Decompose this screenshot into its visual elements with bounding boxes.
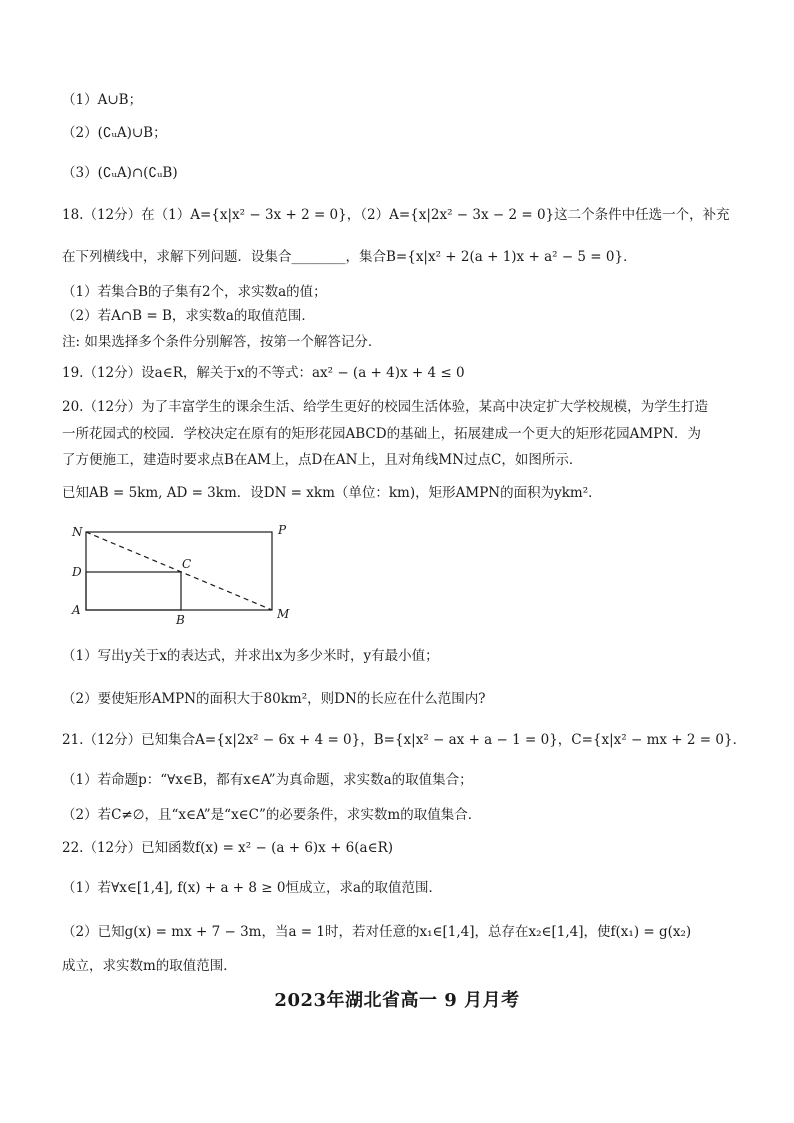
label-n: N xyxy=(72,525,83,539)
q22-part1: （1）若∀x∈[1,4], f(x) + a + 8 ≥ 0恒成立，求a的取值范围． xyxy=(62,880,443,896)
q21-part1: （1）若命题p：“∀x∈B，都有x∈A”为真命题，求实数a的取值集合； xyxy=(62,772,473,788)
label-m: M xyxy=(277,607,290,621)
q22-line1: 22.（12分）已知函数f(x) = x² − (a + 6)x + 6(a∈R) xyxy=(62,840,394,856)
q18-note: 注: 如果选择多个条件分别解答，按第一个解答记分． xyxy=(62,334,382,350)
q18-part1: （1）若集合B的子集有2个，求实数a的值； xyxy=(62,284,327,300)
label-c: C xyxy=(182,557,192,571)
q20-part1: （1）写出y关于x的表达式，并求出x为多少米时，y有最小值； xyxy=(62,648,439,664)
q22-part2-line2: 成立，求实数m的取值范围． xyxy=(62,958,237,974)
rectangle-figure xyxy=(62,520,302,630)
q20-line1: 20.（12分）为了丰富学生的课余生活、给学生更好的校园生活体验，某高中决定扩大学校规模，为学生打造 xyxy=(62,399,709,415)
q18-line1: 18.（12分）在（1）A={x|x² − 3x + 2 = 0}，（2）A={x|2x² − 3x − 2 = 0}这二个条件中任选一个，补充 xyxy=(62,207,730,223)
q20-line4: 已知AB = 5km, AD = 3km．设DN = xkm（单位：km)，矩形AMPN的面积为ykm²． xyxy=(62,485,602,501)
q21-line1: 21.（12分）已知集合A={x|2x² − 6x + 4 = 0}，B={x|x² − ax + a − 1 = 0}，C={x|x² − mx + 2 = 0}． xyxy=(62,732,747,748)
rectangle-abcd xyxy=(86,572,181,610)
q20-part2: （2）要使矩形AMPN的面积大于80km²，则DN的长应在什么范围内? xyxy=(62,691,486,707)
q17-part3: （3）(∁ᵤA)∩(∁ᵤB) xyxy=(62,165,178,181)
q20-line3: 了方便施工，建造时要求点B在AM上，点D在AN上，且对角线MN过点C，如图所示． xyxy=(62,452,583,468)
diagonal-mn xyxy=(86,532,272,610)
label-b: B xyxy=(176,613,185,627)
label-p: P xyxy=(278,523,287,537)
q22-part2-line1: （2）已知g(x) = mx + 7 − 3m，当a = 1时，若对任意的x₁∈[1,4]，总存在x₂∈[1,4]，使f(x₁) = g(x₂) xyxy=(62,924,692,940)
label-a: A xyxy=(72,603,81,617)
footer-title: 2023年湖北省高一 9 月月考 xyxy=(274,990,520,1011)
q21-part2: （2）若C≠∅，且“x∈A”是“x∈C”的必要条件，求实数m的取值集合． xyxy=(62,807,482,823)
q20-line2: 一所花园式的校园．学校决定在原有的矩形花园ABCD的基础上，拓展建成一个更大的矩形花园AMPN．为 xyxy=(62,426,702,442)
q17-part1: （1）A∪B； xyxy=(62,92,143,108)
label-d: D xyxy=(72,565,82,579)
q18-part2: （2）若A∩B = B，求实数a的取值范围． xyxy=(62,308,315,324)
q18-line2: 在下列横线中，求解下列问题．设集合________，集合B={x|x² + 2(a + 1)x + a² − 5 = 0}． xyxy=(62,249,637,265)
q17-part2: （2）(∁ᵤA)∪B； xyxy=(62,125,167,141)
q19-line: 19.（12分）设a∈R，解关于x的不等式：ax² − (a + 4)x + 4 ≤ 0 xyxy=(62,365,465,381)
